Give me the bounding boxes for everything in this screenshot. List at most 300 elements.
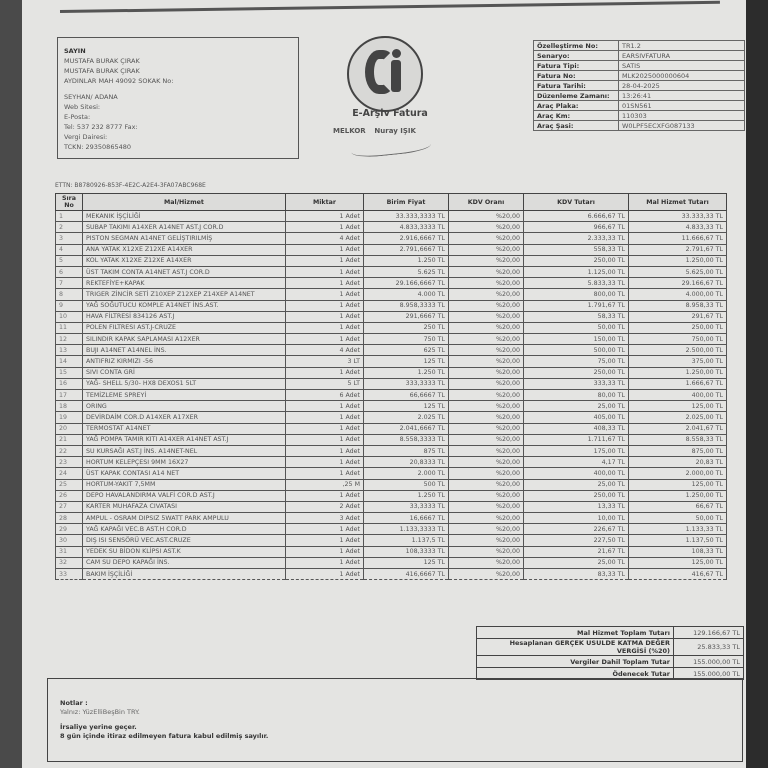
row-qty: 6 Adet: [286, 390, 364, 401]
row-vat-rate: %20,00: [449, 378, 524, 389]
row-vat-amount: 227,50 TL: [524, 535, 629, 546]
row-total: 250,00 TL: [629, 322, 727, 333]
buyer-phone: Tel: 537 232 8777 Fax:: [64, 123, 138, 131]
row-vat-rate: %20,00: [449, 468, 524, 479]
row-no: 16: [56, 378, 83, 389]
row-unit-price: 2.916,6667 TL: [364, 233, 449, 244]
meta-row: [534, 101, 745, 111]
row-vat-amount: 1.791,67 TL: [524, 300, 629, 311]
table-row: [56, 546, 727, 557]
row-qty: 1 Adet: [286, 434, 364, 445]
row-vat-amount: 25,00 TL: [524, 557, 629, 568]
row-qty: 3 Adet: [286, 513, 364, 524]
row-unit-price: 291,6667 TL: [364, 311, 449, 322]
row-qty: 1 Adet: [286, 367, 364, 378]
row-item: YAĞ SOĞUTUCU KOMPLE A14NET İNS.AST.: [83, 300, 286, 311]
row-no: 22: [56, 445, 83, 456]
row-vat-amount: 6.666,67 TL: [524, 211, 629, 222]
row-unit-price: 1.137,5 TL: [364, 535, 449, 546]
background-right: [746, 0, 768, 768]
row-vat-amount: 50,00 TL: [524, 322, 629, 333]
row-vat-amount: 21,67 TL: [524, 546, 629, 557]
row-unit-price: 500 TL: [364, 479, 449, 490]
table-row: [56, 434, 727, 445]
row-unit-price: 750 TL: [364, 334, 449, 345]
row-total: 875,00 TL: [629, 445, 727, 456]
row-vat-rate: %20,00: [449, 211, 524, 222]
gib-logo-icon: [347, 36, 423, 112]
meta-row: [534, 121, 745, 131]
row-total: 4.000,00 TL: [629, 289, 727, 300]
row-no: 1: [56, 211, 83, 222]
amount-in-words: Yalnız: YüzElliBeşBin TRY.: [60, 708, 140, 716]
row-item: YAĞ- SHELL 5/30- HX8 DEXOS1 5LT: [83, 378, 286, 389]
meta-row: [534, 61, 745, 71]
row-qty: 3 LT: [286, 356, 364, 367]
table-row: [56, 300, 727, 311]
meta-key: Özelleştirme No:: [534, 41, 619, 51]
row-no: 7: [56, 278, 83, 289]
row-no: 9: [56, 300, 83, 311]
table-row: [56, 278, 727, 289]
row-item: ÜST KAPAK CONTASI A14 NET: [83, 468, 286, 479]
row-no: 12: [56, 334, 83, 345]
row-vat-rate: %20,00: [449, 334, 524, 345]
row-unit-price: 2.041,6667 TL: [364, 423, 449, 434]
meta-value: W0LPF5ECXFG087133: [619, 121, 745, 131]
table-row: [56, 255, 727, 266]
row-unit-price: 1.133,3333 TL: [364, 524, 449, 535]
ettn: ETTN: B8780926-853F-4E2C-A2E4-3FA07ABC968E: [55, 182, 206, 189]
buyer-email: E-Posta:: [64, 113, 91, 121]
row-qty: 2 Adet: [286, 501, 364, 512]
row-total: 1.137,50 TL: [629, 535, 727, 546]
row-total: 8.958,33 TL: [629, 300, 727, 311]
row-unit-price: 875 TL: [364, 445, 449, 456]
row-no: 4: [56, 244, 83, 255]
row-item: KARTER MUHAFAZA CIVATASI: [83, 501, 286, 512]
row-vat-amount: 966,67 TL: [524, 222, 629, 233]
row-item: ÜST TAKIM CONTA A14NET AST.J COR.D: [83, 266, 286, 277]
row-no: 30: [56, 535, 83, 546]
table-row: [56, 535, 727, 546]
row-unit-price: 625 TL: [364, 345, 449, 356]
row-no: 11: [56, 322, 83, 333]
total-value: 129.166,67 TL: [674, 627, 744, 639]
row-unit-price: 1.250 TL: [364, 490, 449, 501]
row-total: 11.666,67 TL: [629, 233, 727, 244]
row-vat-rate: %20,00: [449, 390, 524, 401]
meta-value: 01SN561: [619, 101, 745, 111]
table-row: [56, 211, 727, 222]
row-total: 2.000,00 TL: [629, 468, 727, 479]
row-no: 5: [56, 255, 83, 266]
row-qty: 1 Adet: [286, 557, 364, 568]
row-vat-rate: %20,00: [449, 569, 524, 580]
row-qty: ,25 M: [286, 479, 364, 490]
buyer-box: [57, 37, 299, 159]
row-vat-amount: 405,00 TL: [524, 412, 629, 423]
row-unit-price: 125 TL: [364, 356, 449, 367]
row-vat-amount: 13,33 TL: [524, 501, 629, 512]
table-row: [56, 423, 727, 434]
row-no: 27: [56, 501, 83, 512]
row-no: 21: [56, 434, 83, 445]
row-qty: 1 Adet: [286, 535, 364, 546]
row-unit-price: 125 TL: [364, 557, 449, 568]
table-row: [56, 244, 727, 255]
row-total: 1.666,67 TL: [629, 378, 727, 389]
row-item: CAM SU DEPO KAPAĞI İNS.: [83, 557, 286, 568]
row-total: 33.333,33 TL: [629, 211, 727, 222]
table-row: [56, 233, 727, 244]
row-qty: 1 Adet: [286, 289, 364, 300]
table-row: [56, 501, 727, 512]
items-table: [55, 193, 727, 580]
row-qty: 1 Adet: [286, 546, 364, 557]
row-vat-rate: %20,00: [449, 490, 524, 501]
row-total: 50,00 TL: [629, 513, 727, 524]
row-unit-price: 4.000 TL: [364, 289, 449, 300]
row-no: 3: [56, 233, 83, 244]
row-vat-rate: %20,00: [449, 300, 524, 311]
row-no: 20: [56, 423, 83, 434]
row-item: HORTUM KELEPÇESI 9MM 16X27: [83, 457, 286, 468]
row-total: 1.250,00 TL: [629, 490, 727, 501]
meta-key: Fatura Tipi:: [534, 61, 619, 71]
buyer-name: MUSTAFA BURAK ÇIRAK: [64, 57, 140, 65]
meta-key: Fatura Tarihi:: [534, 81, 619, 91]
row-qty: 1 Adet: [286, 222, 364, 233]
row-vat-rate: %20,00: [449, 233, 524, 244]
row-unit-price: 1.250 TL: [364, 367, 449, 378]
meta-key: Düzenleme Zamanı:: [534, 91, 619, 101]
row-vat-amount: 25,00 TL: [524, 479, 629, 490]
meta-key: Senaryo:: [534, 51, 619, 61]
row-item: TERMOSTAT A14NET: [83, 423, 286, 434]
row-total: 291,67 TL: [629, 311, 727, 322]
meta-key: Araç Km:: [534, 111, 619, 121]
row-item: HORTUM-YAKIT 7,5MM: [83, 479, 286, 490]
row-vat-amount: 5.833,33 TL: [524, 278, 629, 289]
meta-row: [534, 51, 745, 61]
table-row: [56, 222, 727, 233]
row-no: 6: [56, 266, 83, 277]
table-row: [56, 524, 727, 535]
table-row: [56, 557, 727, 568]
row-qty: 4 Adet: [286, 233, 364, 244]
row-vat-rate: %20,00: [449, 535, 524, 546]
row-unit-price: 1.250 TL: [364, 255, 449, 266]
row-item: AMPUL - OSRAM DIPSIZ 5WATT PARK AMPULU: [83, 513, 286, 524]
row-vat-rate: %20,00: [449, 266, 524, 277]
row-item: DEPO HAVALANDIRMA VALFİ COR.D AST.J: [83, 490, 286, 501]
row-item: BUJI A14NET A14NEL İNS.: [83, 345, 286, 356]
row-no: 31: [56, 546, 83, 557]
row-total: 400,00 TL: [629, 390, 727, 401]
row-vat-amount: 226,67 TL: [524, 524, 629, 535]
row-vat-amount: 558,33 TL: [524, 244, 629, 255]
row-total: 66,67 TL: [629, 501, 727, 512]
row-no: 15: [56, 367, 83, 378]
row-vat-rate: %20,00: [449, 311, 524, 322]
row-item: SILINDIR KAPAK SAPLAMASI A12XER: [83, 334, 286, 345]
row-unit-price: 8.958,3333 TL: [364, 300, 449, 311]
meta-value: 13:26:41: [619, 91, 745, 101]
row-total: 2.791,67 TL: [629, 244, 727, 255]
row-unit-price: 125 TL: [364, 401, 449, 412]
row-vat-rate: %20,00: [449, 322, 524, 333]
row-vat-amount: 800,00 TL: [524, 289, 629, 300]
row-total: 1.250,00 TL: [629, 367, 727, 378]
row-unit-price: 29.166,6667 TL: [364, 278, 449, 289]
row-vat-rate: %20,00: [449, 244, 524, 255]
row-qty: 1 Adet: [286, 266, 364, 277]
meta-value: 28-04-2025: [619, 81, 745, 91]
col-item: Mal/Hizmet: [83, 194, 286, 211]
row-vat-rate: %20,00: [449, 445, 524, 456]
row-vat-amount: 150,00 TL: [524, 334, 629, 345]
row-vat-amount: 408,33 TL: [524, 423, 629, 434]
col-vat-amount: KDV Tutarı: [524, 194, 629, 211]
col-no: Sıra No: [56, 194, 83, 211]
table-row: [56, 390, 727, 401]
row-unit-price: 5.625 TL: [364, 266, 449, 277]
row-item: HAVA FİLTRESİ 834126 AST.J: [83, 311, 286, 322]
row-vat-rate: %20,00: [449, 457, 524, 468]
row-unit-price: 416,6667 TL: [364, 569, 449, 580]
row-item: MEKANIK İŞÇİLİĞİ: [83, 211, 286, 222]
total-label: Mal Hizmet Toplam Tutarı: [477, 627, 674, 639]
table-row: [56, 468, 727, 479]
row-vat-rate: %20,00: [449, 356, 524, 367]
meta-value: EARSIVFATURA: [619, 51, 745, 61]
table-row: [56, 479, 727, 490]
row-total: 8.558,33 TL: [629, 434, 727, 445]
row-vat-amount: 250,00 TL: [524, 367, 629, 378]
row-vat-amount: 83,33 TL: [524, 569, 629, 580]
row-vat-rate: %20,00: [449, 423, 524, 434]
row-qty: 1 Adet: [286, 255, 364, 266]
row-vat-amount: 250,00 TL: [524, 490, 629, 501]
row-item: POLEN FILTRESI AST.J-CRUZE: [83, 322, 286, 333]
row-qty: 1 Adet: [286, 300, 364, 311]
row-item: REKTEFİYE+KAPAK: [83, 278, 286, 289]
meta-value: SATIS: [619, 61, 745, 71]
row-total: 29.166,67 TL: [629, 278, 727, 289]
row-item: DIŞ ISI SENSÖRÜ VEC.AST.CRUZE: [83, 535, 286, 546]
row-vat-rate: %20,00: [449, 524, 524, 535]
table-row: [56, 401, 727, 412]
stamp-brand: MELKOR: [333, 127, 366, 135]
col-unit-price: Birim Fiyat: [364, 194, 449, 211]
table-row: [56, 367, 727, 378]
buyer-web: Web Sitesi:: [64, 103, 101, 111]
row-no: 33: [56, 569, 83, 580]
row-item: YEDEK SU BİDON KLİPSI AST.K: [83, 546, 286, 557]
row-vat-amount: 4,17 TL: [524, 457, 629, 468]
total-label: Vergiler Dahil Toplam Tutar: [477, 656, 674, 668]
table-row: [56, 445, 727, 456]
meta-value: 110303: [619, 111, 745, 121]
row-total: 108,33 TL: [629, 546, 727, 557]
row-unit-price: 250 TL: [364, 322, 449, 333]
row-qty: 1 Adet: [286, 334, 364, 345]
row-no: 8: [56, 289, 83, 300]
totals-table: [476, 626, 744, 680]
row-total: 125,00 TL: [629, 401, 727, 412]
meta-value: MLK2025000000604: [619, 71, 745, 81]
notes-line-1: İrsaliye yerine geçer.: [60, 723, 137, 731]
row-vat-rate: %20,00: [449, 479, 524, 490]
row-total: 750,00 TL: [629, 334, 727, 345]
row-vat-rate: %20,00: [449, 222, 524, 233]
row-item: PISTON SEGMAN A14NET GELİŞTIRILMİŞ: [83, 233, 286, 244]
row-qty: 1 Adet: [286, 211, 364, 222]
row-total: 125,00 TL: [629, 479, 727, 490]
row-total: 2.025,00 TL: [629, 412, 727, 423]
buyer-tax-office: Vergi Dairesi:: [64, 133, 108, 141]
background-left: [0, 0, 22, 768]
table-row: [56, 513, 727, 524]
total-label: Ödenecek Tutar: [477, 668, 674, 680]
document-title: E-Arşiv Fatura: [352, 108, 428, 119]
invoice-meta-table: [533, 40, 745, 131]
buyer-address: AYDINLAR MAH 49092 SOKAK No:: [64, 77, 174, 85]
row-no: 25: [56, 479, 83, 490]
row-vat-amount: 2.333,33 TL: [524, 233, 629, 244]
total-value: 155.000,00 TL: [674, 656, 744, 668]
meta-row: [534, 91, 745, 101]
row-item: SU KURSAĞI AST.J İNS. A14NET-NEL: [83, 445, 286, 456]
row-vat-amount: 1.125,00 TL: [524, 266, 629, 277]
meta-key: Araç Plaka:: [534, 101, 619, 111]
row-unit-price: 33,3333 TL: [364, 501, 449, 512]
row-unit-price: 66,6667 TL: [364, 390, 449, 401]
row-total: 125,00 TL: [629, 557, 727, 568]
buyer-heading: SAYIN: [64, 47, 86, 55]
table-row: [56, 356, 727, 367]
row-item: ORING: [83, 401, 286, 412]
row-no: 29: [56, 524, 83, 535]
row-item: YAĞ POMPA TAMIR KITI A14XER A14NET AST.J: [83, 434, 286, 445]
col-qty: Miktar: [286, 194, 364, 211]
buyer-city: SEYHAN/ ADANA: [64, 93, 118, 101]
row-total: 4.833,33 TL: [629, 222, 727, 233]
row-no: 32: [56, 557, 83, 568]
row-item: TEMİZLEME SPREYİ: [83, 390, 286, 401]
row-no: 28: [56, 513, 83, 524]
row-vat-amount: 58,33 TL: [524, 311, 629, 322]
table-row: [56, 412, 727, 423]
table-row: [56, 490, 727, 501]
row-unit-price: 333,3333 TL: [364, 378, 449, 389]
row-vat-rate: %20,00: [449, 434, 524, 445]
row-qty: 1 Adet: [286, 412, 364, 423]
row-vat-amount: 80,00 TL: [524, 390, 629, 401]
row-no: 24: [56, 468, 83, 479]
stamp-name: Nuray IŞIK: [374, 127, 416, 135]
table-row: [56, 334, 727, 345]
row-qty: 1 Adet: [286, 524, 364, 535]
row-item: KOL YATAK X12XE Z12XE A14XER: [83, 255, 286, 266]
table-row: [56, 345, 727, 356]
row-total: 20,83 TL: [629, 457, 727, 468]
total-row: [477, 627, 744, 639]
meta-row: [534, 71, 745, 81]
row-unit-price: 4.833,3333 TL: [364, 222, 449, 233]
row-vat-rate: %20,00: [449, 513, 524, 524]
table-row: [56, 266, 727, 277]
row-total: 2.500,00 TL: [629, 345, 727, 356]
total-label: Hesaplanan GERÇEK USULDE KATMA DEĞER VERGİSİ (%20): [477, 639, 674, 656]
row-unit-price: 8.558,3333 TL: [364, 434, 449, 445]
notes-line-2: 8 gün içinde itiraz edilmeyen fatura kabul edilmiş sayılır.: [60, 732, 269, 740]
row-vat-rate: %20,00: [449, 546, 524, 557]
row-no: 13: [56, 345, 83, 356]
row-item: TRIGER ZİNCİR SETİ Z10XEP Z12XEP Z14XEP A14NET: [83, 289, 286, 300]
row-unit-price: 108,3333 TL: [364, 546, 449, 557]
table-row: [56, 378, 727, 389]
meta-row: [534, 81, 745, 91]
meta-key: Araç Şasi:: [534, 121, 619, 131]
row-qty: 5 LT: [286, 378, 364, 389]
row-item: SUBAP TAKIMI A14XER A14NET AST.J COR.D: [83, 222, 286, 233]
row-qty: 1 Adet: [286, 468, 364, 479]
meta-key: Fatura No:: [534, 71, 619, 81]
table-row: [56, 322, 727, 333]
row-qty: 1 Adet: [286, 322, 364, 333]
row-item: BAKIM İŞÇİLİĞİ: [83, 569, 286, 580]
row-qty: 1 Adet: [286, 457, 364, 468]
row-no: 19: [56, 412, 83, 423]
row-unit-price: 16,6667 TL: [364, 513, 449, 524]
meta-row: [534, 41, 745, 51]
row-qty: 1 Adet: [286, 244, 364, 255]
row-total: 1.133,33 TL: [629, 524, 727, 535]
row-vat-amount: 175,00 TL: [524, 445, 629, 456]
row-no: 17: [56, 390, 83, 401]
row-vat-amount: 500,00 TL: [524, 345, 629, 356]
row-vat-rate: %20,00: [449, 412, 524, 423]
row-total: 416,67 TL: [629, 569, 727, 580]
row-vat-amount: 10,00 TL: [524, 513, 629, 524]
row-no: 2: [56, 222, 83, 233]
row-vat-amount: 400,00 TL: [524, 468, 629, 479]
row-item: ANA YATAK X12XE Z12XE A14XER: [83, 244, 286, 255]
row-unit-price: 33.333,3333 TL: [364, 211, 449, 222]
meta-row: [534, 111, 745, 121]
row-no: 26: [56, 490, 83, 501]
row-qty: 1 Adet: [286, 445, 364, 456]
row-vat-rate: %20,00: [449, 345, 524, 356]
row-qty: 1 Adet: [286, 490, 364, 501]
row-item: ANTIFRIZ KIRMIZI -56: [83, 356, 286, 367]
row-qty: 1 Adet: [286, 423, 364, 434]
row-vat-rate: %20,00: [449, 289, 524, 300]
signature: [350, 134, 431, 159]
row-vat-rate: %20,00: [449, 401, 524, 412]
row-vat-rate: %20,00: [449, 255, 524, 266]
table-row: [56, 289, 727, 300]
row-unit-price: 2.000 TL: [364, 468, 449, 479]
col-total: Mal Hizmet Tutarı: [629, 194, 727, 211]
row-vat-amount: 250,00 TL: [524, 255, 629, 266]
table-row: [56, 569, 727, 580]
row-no: 18: [56, 401, 83, 412]
meta-value: TR1.2: [619, 41, 745, 51]
total-row: [477, 639, 744, 656]
